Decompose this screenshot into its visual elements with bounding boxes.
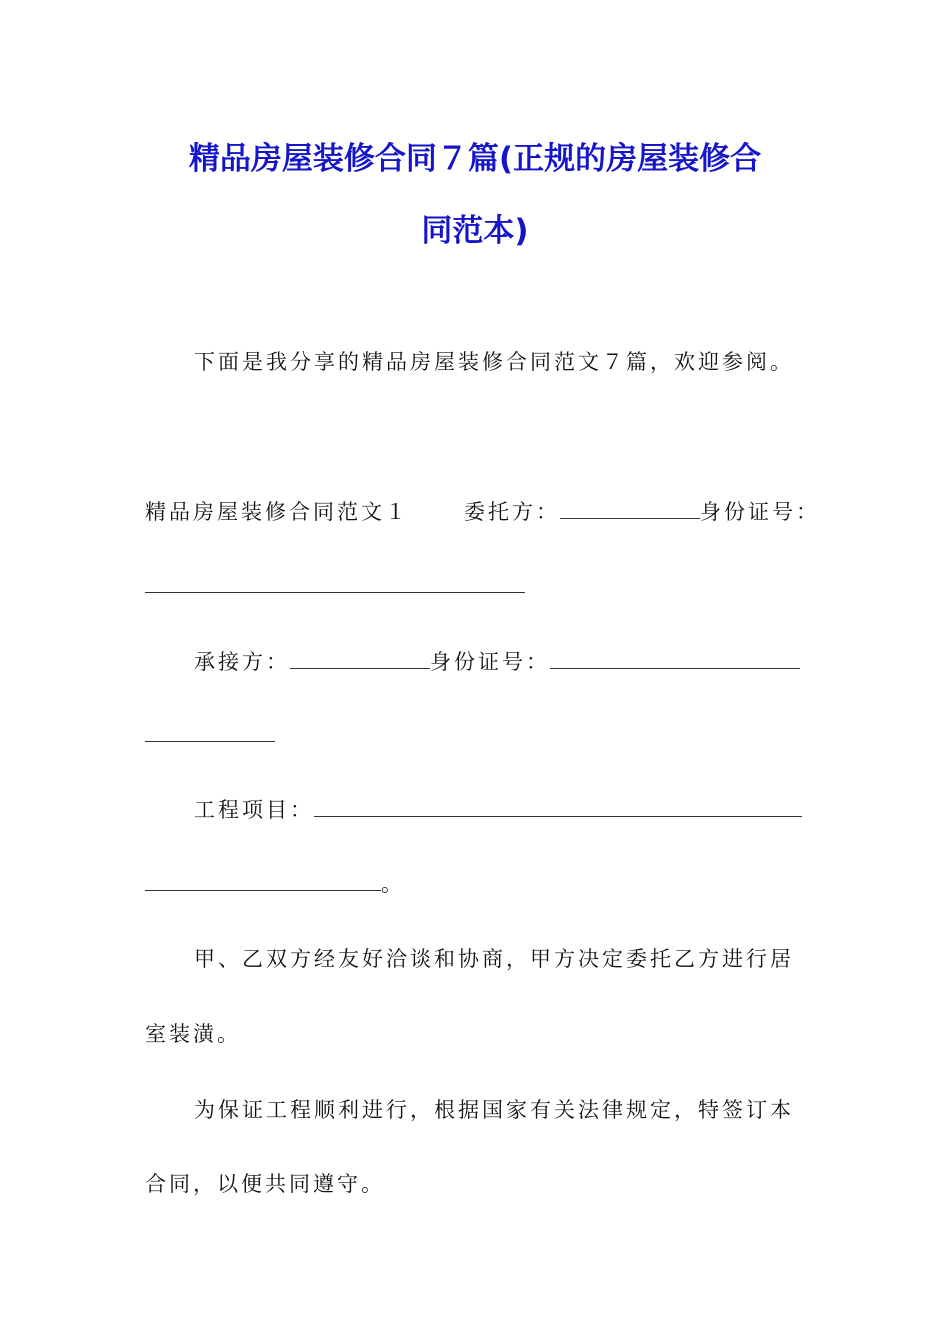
project-period: 。	[381, 872, 405, 896]
title-line-1: 精品房屋装修合同７篇(正规的房屋装修合	[188, 141, 762, 177]
project-row	[194, 794, 802, 824]
project-row-continued	[145, 868, 405, 898]
principal-id-field[interactable]	[145, 592, 525, 593]
project-field[interactable]	[314, 796, 802, 817]
contractor-name-field[interactable]	[290, 648, 430, 669]
contractor-id-label: 身份证号：	[430, 650, 550, 674]
section-heading: 精品房屋装修合同范文１	[145, 500, 409, 524]
contractor-row	[194, 646, 800, 676]
paragraph-1-line-2: 室装潢。	[145, 1022, 241, 1046]
principal-name-field[interactable]	[560, 498, 700, 519]
title-line-2: 同范本)	[421, 213, 529, 249]
principal-label: 委托方：	[464, 500, 560, 524]
project-field-continued[interactable]	[145, 870, 381, 891]
project-label: 工程项目：	[194, 798, 314, 822]
principal-row	[464, 496, 820, 526]
paragraph-2-line-2: 合同，以便共同遵守。	[145, 1172, 385, 1196]
principal-id-label: 身份证号：	[700, 500, 820, 524]
paragraph-1-line-1: 甲、乙双方经友好洽谈和协商，甲方决定委托乙方进行居	[194, 947, 794, 971]
contractor-id-field[interactable]	[550, 648, 800, 669]
intro-text: 下面是我分享的精品房屋装修合同范文７篇，欢迎参阅。	[194, 350, 794, 374]
paragraph-2-line-1: 为保证工程顺利进行，根据国家有关法律规定，特签订本	[194, 1098, 794, 1122]
section-heading-row	[145, 496, 409, 526]
contractor-id-field-continued[interactable]	[145, 741, 275, 742]
contractor-label: 承接方：	[194, 650, 290, 674]
